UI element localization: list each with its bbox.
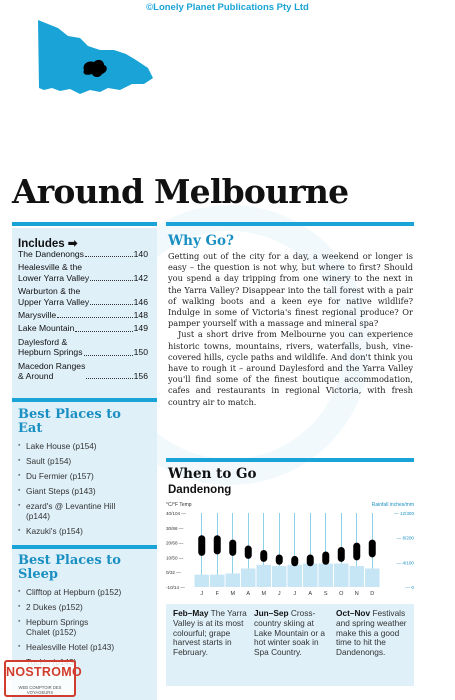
rainfall-bar xyxy=(303,564,318,587)
climate-location: Dandenong xyxy=(168,484,232,496)
month-label: J xyxy=(200,591,204,597)
copyright-notice: ©Lonely Planet Publications Pty Ltd xyxy=(146,2,309,13)
climate-chart xyxy=(166,499,414,601)
rainfall-bar xyxy=(210,575,225,587)
includes-item-page: 150 xyxy=(133,347,148,358)
includes-item[interactable] xyxy=(18,286,148,307)
temp-range-bar xyxy=(214,535,221,554)
includes-item-page: 142 xyxy=(133,272,148,283)
temp-tick-label: -10/14 — xyxy=(166,585,185,590)
when-divider xyxy=(166,458,414,462)
rain-axis-label: Rainfall inches/mm xyxy=(371,502,414,508)
month-label: M xyxy=(261,591,267,597)
month-label: A xyxy=(308,591,313,597)
includes-item[interactable] xyxy=(18,262,148,283)
month-label: N xyxy=(354,591,359,597)
month-label: O xyxy=(339,591,344,597)
season-note: Jun–Sep Cross-country skiing at Lake Mountain or a hot winter soak in Spa Country. xyxy=(254,608,326,658)
includes-item-page: 156 xyxy=(133,371,148,382)
rainfall-bar xyxy=(257,565,272,587)
temp-range-bar xyxy=(198,535,205,556)
temp-range-bar xyxy=(229,540,236,556)
includes-item-label: Warburton & the Upper Yarra Valley xyxy=(18,286,90,307)
rainfall-bar xyxy=(350,566,365,587)
list-item[interactable]: ▪ Lake House (p154) xyxy=(18,441,154,451)
rainfall-bar xyxy=(334,564,349,587)
includes-item-page: 140 xyxy=(133,249,148,259)
rainfall-bar xyxy=(226,573,241,587)
list-item[interactable]: ▪ 2 Dukes (p152) xyxy=(18,602,154,612)
list-item[interactable]: ▪ Kazuki's (p154) xyxy=(18,526,154,536)
why-go-paragraph: Just a short drive from Melbourne you can experience historic towns, mountains, rivers, waterfalls, bush, vine-covered hills, cycle paths and wildlife. And don't think you have to rough it – around Daylesford and the Yarra Valley you'll find some of the finest boutique accommodation, cafes and restaurants in regional Victoria, with fresh country air to match. xyxy=(168,329,413,407)
month-label: J xyxy=(293,591,297,597)
list-item[interactable]: ▪ Hepburn Springs Chalet (p152) xyxy=(18,617,154,637)
nostromo-logo: NOSTROMO WEB COMPTOIR DES VOYAGEURS xyxy=(4,660,76,697)
season-note: Oct–Nov Festivals and spring weather make this a good time to hit the Dandenongs. xyxy=(336,608,407,658)
includes-item[interactable] xyxy=(18,310,148,320)
month-label: J xyxy=(277,591,281,597)
includes-heading: Includes ➡ xyxy=(18,238,78,250)
eat-list xyxy=(18,441,154,541)
temp-tick-label: 20/68 — xyxy=(166,540,184,546)
list-item[interactable]: ▪ Clifftop at Hepburn (p152) xyxy=(18,587,154,597)
temp-range-bar xyxy=(260,550,267,562)
includes-item-page: 149 xyxy=(133,323,148,334)
includes-item-label: Lake Mountain xyxy=(18,323,75,334)
includes-list xyxy=(18,249,148,384)
temp-tick-label: 40/104 — xyxy=(166,511,186,516)
includes-item-label: Daylesford & Hepburn Springs xyxy=(18,336,83,358)
includes-item-page: 146 xyxy=(133,296,148,307)
eat-heading: Best Places to Eat xyxy=(18,407,121,436)
temp-range-bar xyxy=(338,547,345,562)
rain-tick-label: — 8/200 xyxy=(396,535,414,541)
includes-item[interactable] xyxy=(18,249,148,259)
temp-range-bar xyxy=(245,546,252,559)
includes-item-page: 148 xyxy=(133,310,148,321)
temp-tick-label: 30/86 — xyxy=(166,525,184,531)
temp-range-bar xyxy=(291,556,298,566)
includes-item-label: Macedon Ranges & Around xyxy=(18,360,86,382)
list-item[interactable]: ▪ ezard's @ Levantine Hill (p144) xyxy=(18,501,154,521)
rain-tick-label: — 12/300 xyxy=(394,511,414,516)
sleep-heading: Best Places to Sleep xyxy=(18,553,121,582)
temp-range-bar xyxy=(353,543,360,561)
list-item[interactable]: ▪ Healesville Hotel (p143) xyxy=(18,642,154,652)
rain-tick-label: — 0 xyxy=(405,585,414,590)
month-label: S xyxy=(323,591,328,597)
temp-tick-label: 0/32 — xyxy=(166,570,181,576)
includes-item-label: Marysville xyxy=(18,310,57,321)
victoria-map xyxy=(36,18,156,100)
rainfall-bar xyxy=(272,566,287,587)
season-notes xyxy=(166,604,414,686)
rainfall-bar xyxy=(288,565,303,587)
why-go-heading: Why Go? xyxy=(168,233,234,249)
why-go-body xyxy=(168,251,413,408)
includes-item[interactable] xyxy=(18,323,148,333)
left-divider xyxy=(12,222,157,226)
temp-range-bar xyxy=(322,551,329,564)
rainfall-bar xyxy=(241,569,256,588)
rainfall-bar xyxy=(319,564,334,587)
month-label: F xyxy=(215,591,219,597)
eat-divider xyxy=(12,398,157,402)
temp-axis-label: °C/°F Temp xyxy=(166,502,192,508)
when-to-go-heading: When to Go xyxy=(168,466,257,482)
temp-range-bar xyxy=(307,554,314,566)
temp-range-bar xyxy=(276,554,283,564)
page-title: Around Melbourne xyxy=(12,172,349,211)
includes-item[interactable] xyxy=(18,361,148,382)
month-label: M xyxy=(230,591,236,597)
includes-item[interactable] xyxy=(18,337,148,358)
temp-range-bar xyxy=(369,540,376,558)
sleep-divider xyxy=(12,545,157,549)
right-divider xyxy=(166,222,414,226)
month-label: D xyxy=(370,591,375,597)
includes-item-label: Healesville & the Lower Yarra Valley xyxy=(18,262,90,283)
rain-tick-label: — 4/100 xyxy=(396,560,414,566)
rainfall-bar xyxy=(365,569,380,588)
month-label: A xyxy=(246,591,251,597)
why-go-paragraph: Getting out of the city for a day, a weekend or longer is easy – the question is not why, but where to first? Should you spend a day tripping from one winery to the next in the Yarra Valley? Disappear into the tall forest with a pair of walking boots and a keen eye for native wildlife? Indulge in some of Victoria's finest regional produce? Or pamper yourself with a massage and mineral spa? xyxy=(168,251,413,329)
includes-item-label: The Dandenongs xyxy=(18,249,84,259)
temp-tick-label: 10/50 — xyxy=(166,555,184,561)
list-item[interactable]: ▪ Du Fermier (p157) xyxy=(18,471,154,481)
list-item[interactable]: ▪ Sault (p154) xyxy=(18,456,154,466)
list-item[interactable]: ▪ Giant Steps (p143) xyxy=(18,486,154,496)
season-note: Feb–May The Yarra Valley is at its most colourful; grape harvest starts in February. xyxy=(173,608,247,658)
rainfall-bar xyxy=(195,575,210,587)
